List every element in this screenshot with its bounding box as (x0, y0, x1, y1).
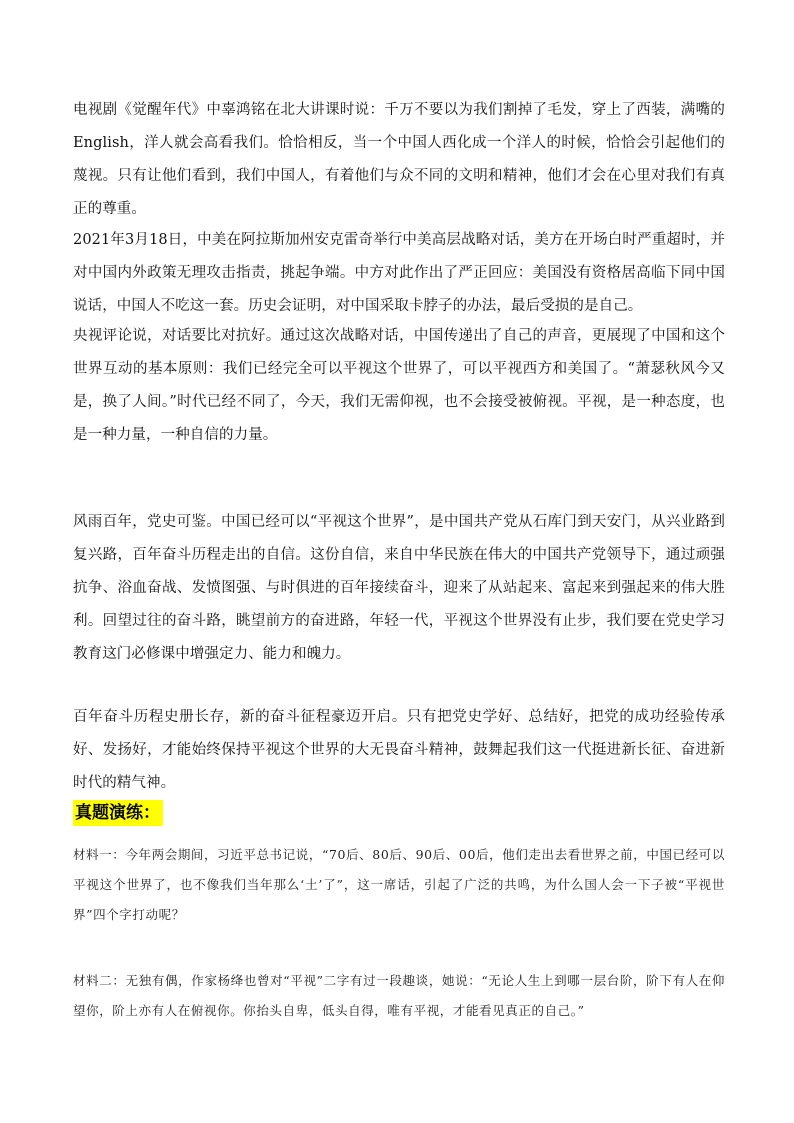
paragraph-new-journey: 百年奋斗历程史册长存，新的奋斗征程豪迈开启。只有把党史学好、总结好，把党的成功经验传承好、发扬好，才能始终保持平视这个世界的大无畏奋斗精神，鼓舞起我们这一代挺进新长征、奋进新时代的精气神。 (73, 709, 725, 791)
paragraph-alaska-dialogue: 2021年3月18日，中美在阿拉斯加州安克雷奇举行中美高层战略对话，美方在开场白时严重超时，并对中国内外政策无理攻击指责，挑起争端。中方对此作出了严正回应：美国没有资格居高临下同中国说话，中国人不吃这一套。历史会证明，对中国采取卡脖子的办法，最后受损的是自己。 (73, 232, 725, 314)
section-heading: 真题演练： (73, 800, 163, 826)
paragraph-awakening-age: 电视剧《觉醒年代》中辜鸿铭在北大讲课时说：千万不要以为我们割掉了毛发，穿上了西装，满嘴的English，洋人就会高看我们。恰恰相反，当一个中国人西化成一个洋人的时候，恰恰会引起他们的蔑视。只有让他们看到，我们中国人，有着他们与众不同的文明和精神，他们才会在心里对我们有真正的尊重。 (73, 102, 725, 217)
material-two: 材料二：无独有偶，作家杨绛也曾对“平视”二字有过一段趣谈，她说：“无论人生上到哪一层台阶，阶下有人在仰望你，阶上亦有人在俯视你。你抬头自卑，低头自得，唯有平视，才能看见真正的自己。” (73, 973, 725, 1018)
material-one: 材料一：今年两会期间，习近平总书记说，“70后、80后、90后、00后，他们走出去看世界之前，中国已经可以平视这个世界了，也不像我们当年那么‘土’了”，这一席话，引起了广泛的共鸣，为什么国人会一下子被“平视世界”四个字打动呢？ (73, 847, 725, 922)
section-heading-wrapper (73, 800, 163, 826)
paragraph-cctv-commentary: 央视评论说，对话要比对抗好。通过这次战略对话，中国传递出了自己的声音，更展现了中国和这个世界互动的基本原则：我们已经完全可以平视这个世界了，可以平视西方和美国了。“萧瑟秋风今又是，换了人间。”时代已经不同了，今天，我们无需仰视，也不会接受被俯视。平视，是一种态度，也是一种力量，一种自信的力量。 (73, 328, 725, 443)
paragraph-party-history: 风雨百年，党史可鉴。中国已经可以“平视这个世界”，是中国共产党从石库门到天安门，从兴业路到复兴路，百年奋斗历程走出的自信。这份自信，来自中华民族在伟大的中国共产党领导下，通过顽强抗争、浴血奋战、发愤图强、与时俱进的百年接续奋斗，迎来了从站起来、富起来到强起来的伟大胜利。回望过往的奋斗路，眺望前方的奋进路，年轻一代，平视这个世界没有止步，我们要在党史学习教育这门必修课中增强定力、能力和魄力。 (73, 514, 725, 662)
